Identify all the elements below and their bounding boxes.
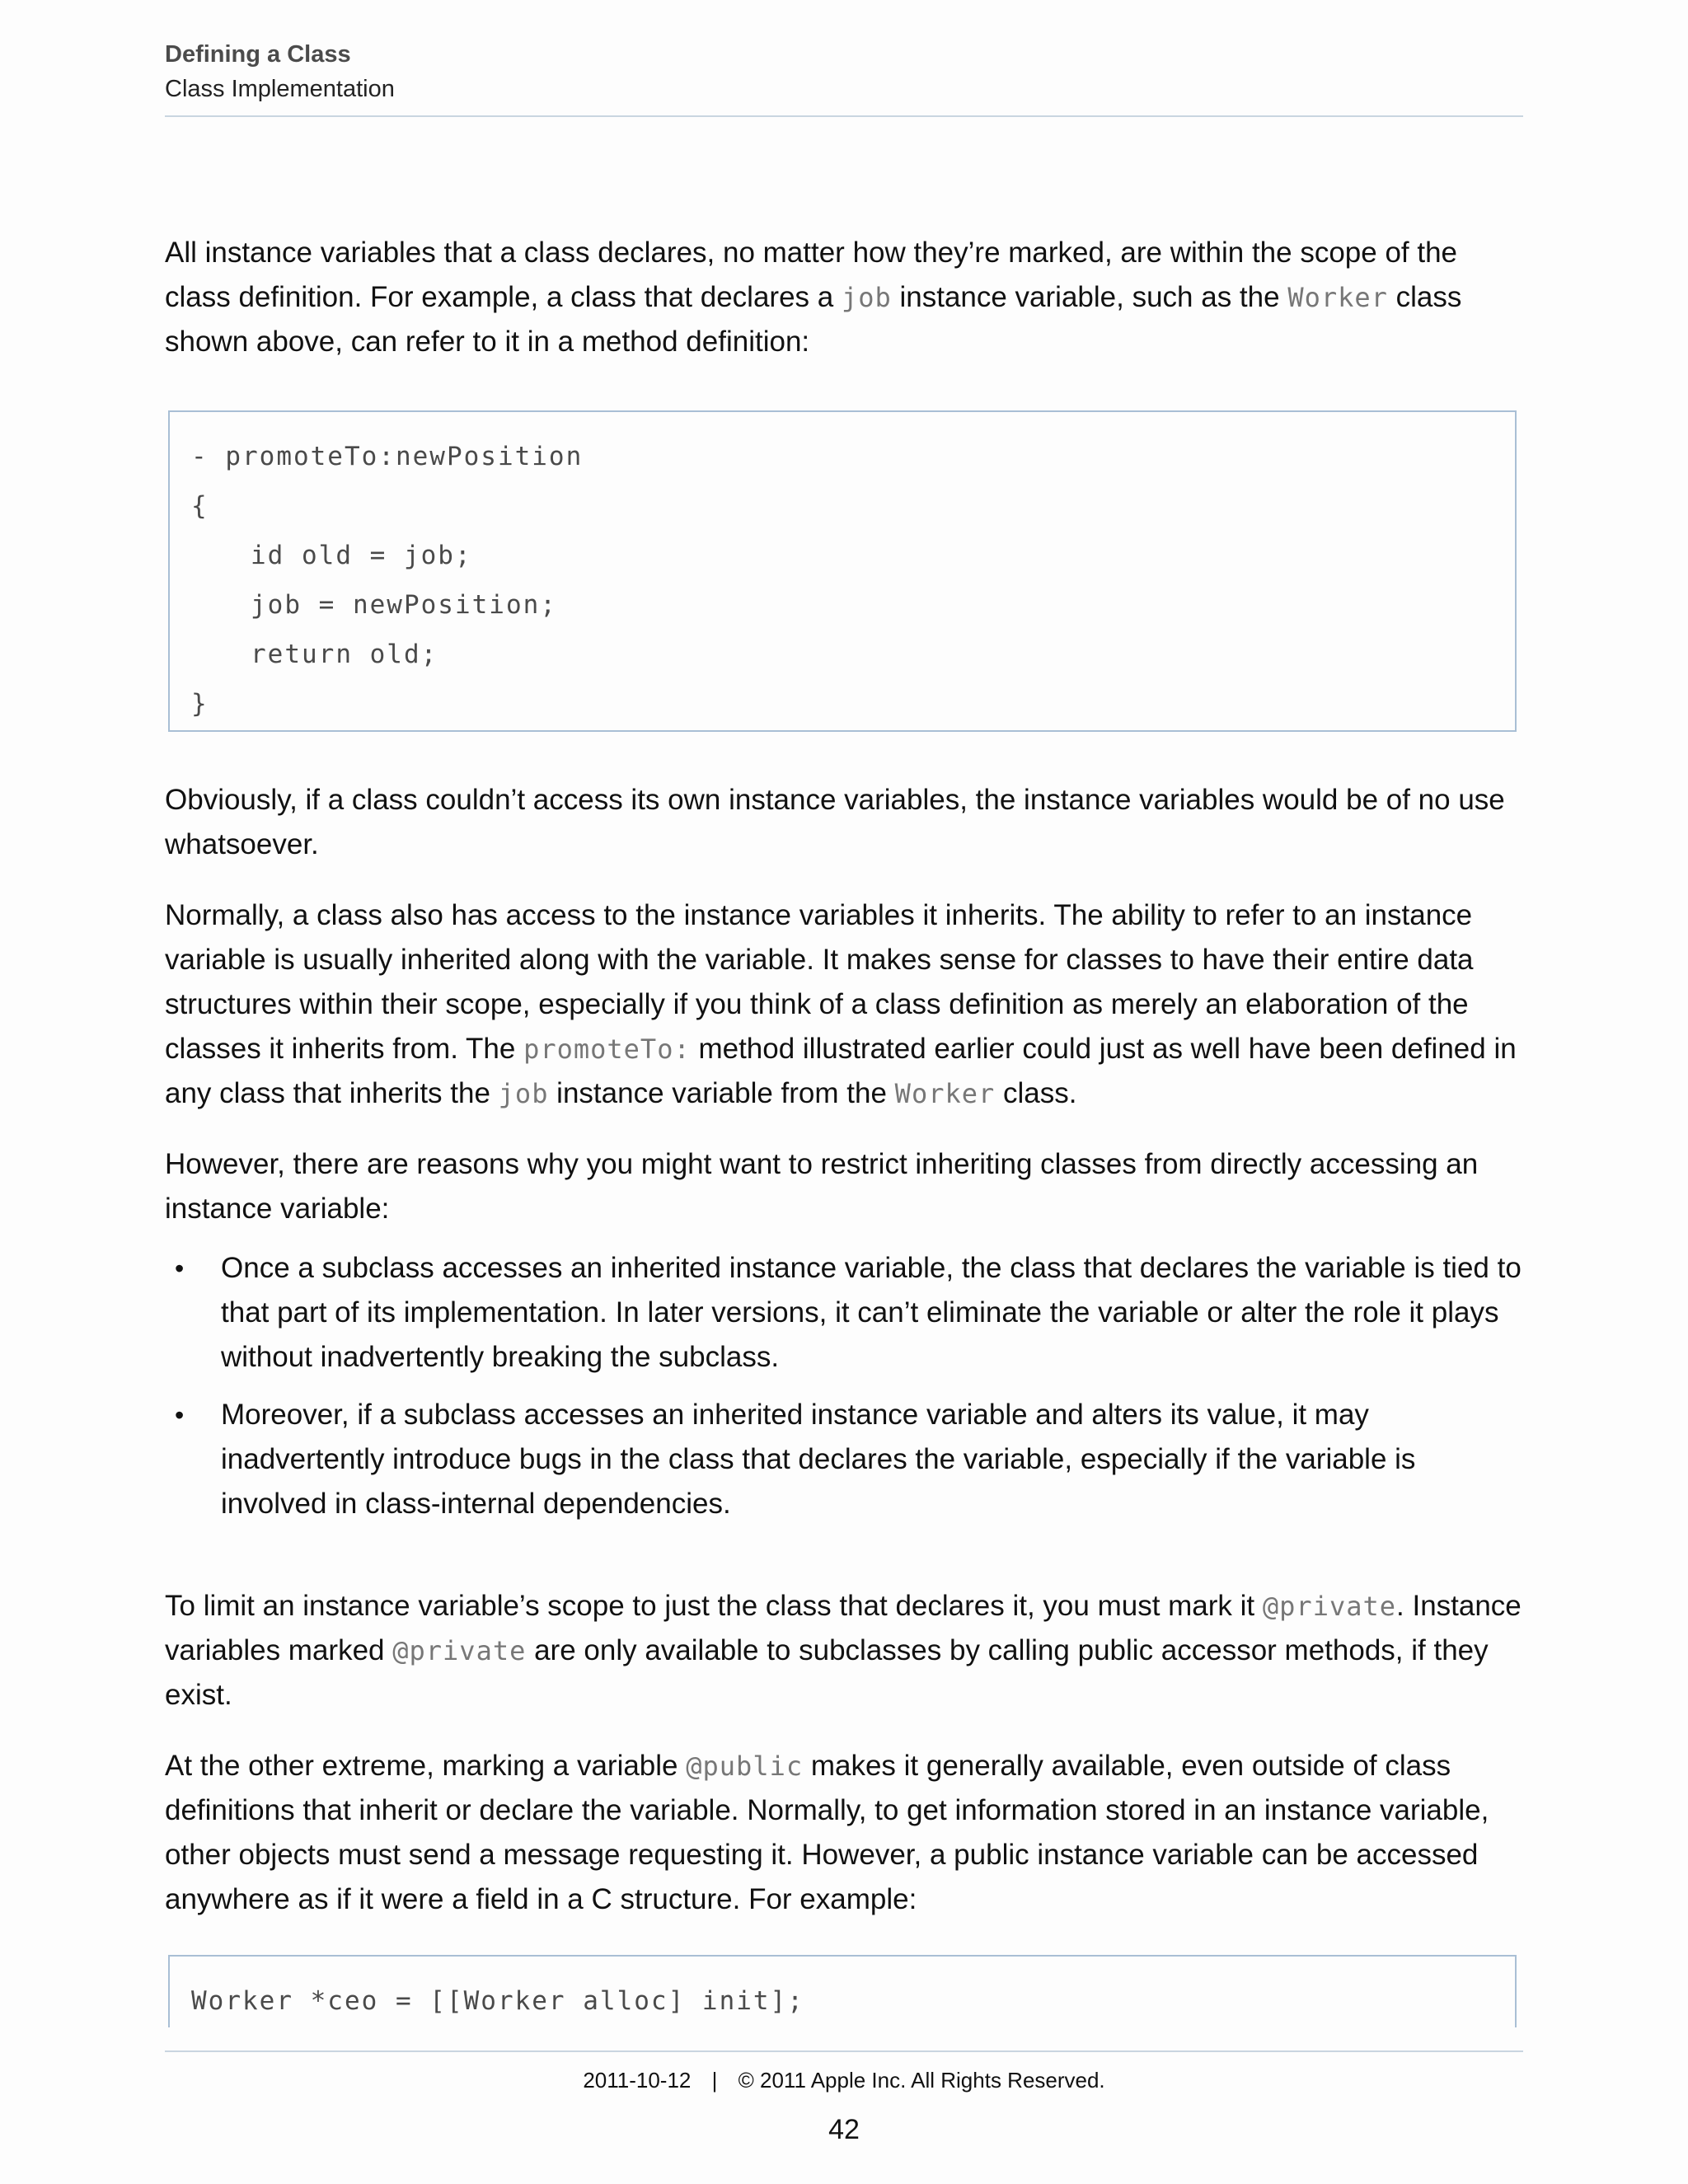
page-footer <box>165 2050 1523 2146</box>
inline-code: Worker <box>1287 282 1388 313</box>
text-span: instance variable, such as the <box>891 281 1288 313</box>
list-item <box>165 1393 1523 1526</box>
text-span: At the other extreme, marking a variable <box>165 1750 687 1782</box>
page-header <box>165 38 1523 117</box>
footer-separator: | <box>711 2068 718 2093</box>
footer-copyright: © 2011 Apple Inc. All Rights Reserved. <box>738 2068 1105 2093</box>
code-block <box>168 1955 1517 2027</box>
inline-code: job <box>841 282 892 313</box>
inline-code: job <box>498 1078 549 1109</box>
list-item <box>165 1246 1523 1380</box>
paragraph <box>165 231 1523 364</box>
text-span: To limit an instance variable’s scope to just the class that declares it, you must mark it <box>165 1590 1263 1622</box>
code-line: job = newPosition; <box>251 590 557 620</box>
paragraph <box>165 1744 1523 1922</box>
list-item-text: Once a subclass accesses an inherited instance variable, the class that declares the variable is tied to that part of its implementation. In later versions, it can’t eliminate the variable or alter the role it plays without inadvertently breaking the subclass. <box>221 1252 1522 1373</box>
code-line: return old; <box>251 640 438 669</box>
inline-code: promoteTo: <box>523 1033 691 1065</box>
text-span: All instance variables that a class declares, no matter how they’re marked, are within the scope of the class definition. For example, a class that declares a <box>165 237 1458 313</box>
text-span: . Instance variables marked <box>165 1590 1522 1666</box>
bullet-icon: • <box>175 1254 185 1283</box>
paragraph <box>165 1584 1523 1718</box>
list-item-text: Moreover, if a subclass accesses an inherited instance variable and alters its value, it may inadvertently introduce bugs in the class that declares the variable, especially if the variable is involved in class-internal dependencies. <box>221 1399 1416 1520</box>
footer-date: 2011-10-12 <box>583 2068 692 2093</box>
page-number: 42 <box>828 2114 860 2145</box>
code-line: { <box>191 491 209 521</box>
code-line: - promoteTo:newPosition <box>191 442 584 471</box>
paragraph: However, there are reasons why you might want to restrict inheriting classes from directly accessing an instance variable: <box>165 1148 1479 1225</box>
text-span: instance variable from the <box>548 1077 895 1109</box>
code-line: Worker *ceo = [[Worker alloc] init]; <box>191 1986 804 2016</box>
footer-line <box>165 2065 1523 2095</box>
bullet-icon: • <box>175 1400 185 1430</box>
inline-code: Worker <box>894 1078 996 1109</box>
page-content <box>165 231 1523 2027</box>
text-span: class. <box>995 1077 1077 1109</box>
inline-code: @private <box>1262 1591 1397 1622</box>
text-span: makes it generally available, even outside of class definitions that inherit or declare the variable. Normally, to get information stored in an instance variable, other objects must send a message requesting it. However, a public instance variable can be accessed anywhere as if it were a field in a C structure. For example: <box>165 1750 1489 1915</box>
text-span: Normally, a class also has access to the instance variables it inherits. The ability to refer to an instance variable is usually inherited along with the variable. It makes sense for classes to have their entire data structures within their scope, especially if you think of a class definition as merely an elaboration of the classes it inherits from. The <box>165 899 1474 1065</box>
chapter-title: Defining a Class <box>165 41 351 68</box>
code-line: id old = job; <box>251 541 472 570</box>
paragraph: Obviously, if a class couldn’t access its own instance variables, the instance variables would be of no use whatsoever. <box>165 784 1505 860</box>
bullet-list <box>165 1246 1523 1526</box>
inline-code: @public <box>686 1750 804 1782</box>
code-line: } <box>191 689 209 719</box>
document-page <box>165 0 1523 2184</box>
text-span: are only available to subclasses by calling public accessor methods, if they exist. <box>165 1634 1489 1711</box>
text-span: method illustrated earlier could just as well have been defined in any class that inherits the <box>165 1033 1517 1109</box>
section-title: Class Implementation <box>165 76 395 102</box>
paragraph <box>165 893 1523 1116</box>
inline-code: @private <box>392 1635 527 1666</box>
code-block <box>168 410 1517 732</box>
text-span: class shown above, can refer to it in a method definition: <box>165 281 1462 358</box>
